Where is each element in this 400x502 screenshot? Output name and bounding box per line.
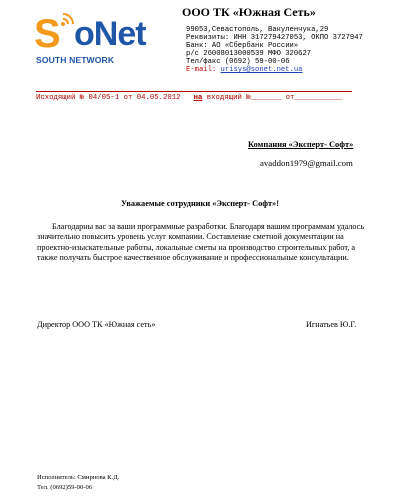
signer-name: Игнатьев Ю.Г. — [306, 320, 357, 329]
executor-name: Исполнитель: Смирнова К.Д. — [37, 474, 120, 481]
email-link[interactable]: urisys@sonet.net.ua — [220, 66, 303, 74]
email-label: E-mail: — [186, 66, 217, 74]
letter-body: Благодарны вас за ваши программные разработки. Благодаря вашим программам удалось значительно повысить уровень услуг компании. Составление сметной документации на проектно-изыскательные работы, локальные сметы на производство строительных работ, а также получать быстрое качественное обслуживание и профессиональные консультации. — [37, 222, 365, 262]
recipient-company: Компания «Эксперт- Софт» — [248, 140, 354, 149]
company-address: 99053,Севастополь, Вакуленчука,29 — [186, 26, 329, 34]
incoming-label: на — [193, 94, 203, 102]
recipient-email: avaddon1979@gmail.com — [260, 158, 353, 168]
outgoing-number: Исходящий № 04/05-1 от 04.05.2012 — [36, 94, 181, 102]
executor-phone: Тел. (0692)59-00-06 — [37, 484, 93, 491]
logo-letter-s: S — [34, 12, 60, 56]
signer-title: Директор ООО ТК «Южная сеть» — [37, 320, 156, 329]
requisites-value: ИНН 317279427053, ОКПО 3727947 — [229, 34, 363, 42]
header-divider — [36, 91, 352, 92]
company-name: ООО ТК «Южная Сеть» — [182, 5, 316, 19]
logo-letters-net: oNet — [74, 15, 146, 53]
logo-subtitle: SOUTH NETWORK — [36, 55, 115, 65]
company-logo — [34, 10, 146, 70]
company-account: р/с 26008013000539 МФО 320627 — [186, 50, 312, 58]
outgoing-reference — [36, 94, 343, 102]
company-bank: Банк: АО «Сбербанк России» — [186, 42, 299, 50]
company-email — [186, 66, 302, 74]
company-phone: Тел/факс (0692) 59-00-06 — [186, 58, 290, 66]
incoming-blanks: входящий №_______ от___________ — [202, 94, 343, 102]
requisites-label: Реквизиты: — [186, 34, 230, 42]
salutation: Уважаемые сотрудники «Эксперт- Софт»! — [121, 199, 279, 208]
